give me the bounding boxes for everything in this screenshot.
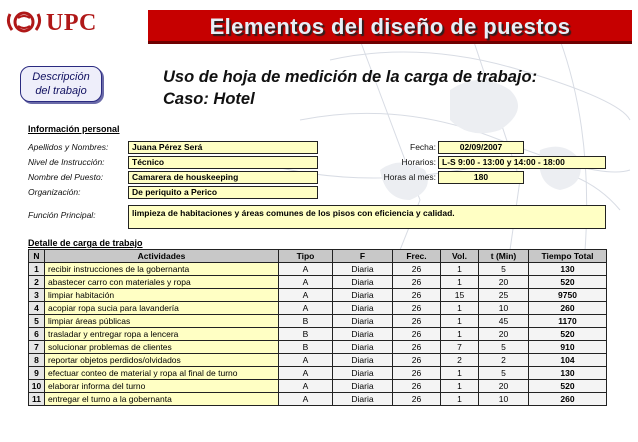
table-row	[29, 380, 607, 393]
position-field[interactable]: Camarera de houskeeping	[128, 171, 318, 184]
schedule-field[interactable]: L-S 9:00 - 13:00 y 14:00 - 18:00	[438, 156, 606, 169]
tipo-cell[interactable]: A	[279, 354, 333, 367]
activity-cell[interactable]: abastecer carro con materiales y ropa	[45, 276, 279, 289]
frequency-type-cell[interactable]: Diaria	[333, 393, 393, 406]
col-header-tiempo-total: Tiempo Total	[529, 250, 607, 263]
education-label: Nivel de Instrucción:	[28, 157, 105, 167]
frec-cell[interactable]: 26	[393, 315, 441, 328]
activity-cell[interactable]: trasladar y entregar ropa a lencera	[45, 328, 279, 341]
vol-cell[interactable]: 1	[441, 276, 479, 289]
tipo-cell[interactable]: A	[279, 380, 333, 393]
hours-label: Horas al mes:	[383, 172, 436, 182]
date-label: Fecha:	[410, 142, 436, 152]
vol-cell[interactable]: 7	[441, 341, 479, 354]
frequency-type-cell[interactable]: Diaria	[333, 315, 393, 328]
row-number[interactable]: 4	[29, 302, 45, 315]
organization-field[interactable]: De periquito a Perico	[128, 186, 318, 199]
table-row	[29, 354, 607, 367]
upc-emblem-icon	[6, 8, 42, 36]
total-time-cell[interactable]: 910	[529, 341, 607, 354]
name-field[interactable]: Juana Pérez Será	[128, 141, 318, 154]
table-row	[29, 367, 607, 380]
frec-cell[interactable]: 26	[393, 341, 441, 354]
table-row	[29, 263, 607, 276]
frec-cell[interactable]: 26	[393, 289, 441, 302]
case-heading-line2: Caso: Hotel	[163, 90, 255, 108]
name-label: Apellidos y Nombres:	[28, 142, 109, 152]
frequency-type-cell[interactable]: Diaria	[333, 263, 393, 276]
total-time-cell[interactable]: 260	[529, 302, 607, 315]
table-row	[29, 302, 607, 315]
row-number[interactable]: 11	[29, 393, 45, 406]
time-min-cell[interactable]: 20	[479, 276, 529, 289]
total-time-cell[interactable]: 130	[529, 367, 607, 380]
function-label: Función Principal:	[28, 210, 96, 220]
section-tag-line2: del trabajo	[35, 85, 87, 97]
tipo-cell[interactable]: B	[279, 328, 333, 341]
activity-cell[interactable]: limpiar habitación	[45, 289, 279, 302]
total-time-cell[interactable]: 9750	[529, 289, 607, 302]
frec-cell[interactable]: 26	[393, 354, 441, 367]
table-row	[29, 328, 607, 341]
row-number[interactable]: 6	[29, 328, 45, 341]
workload-detail-label: Detalle de carga de trabajo	[28, 238, 143, 248]
row-number[interactable]: 5	[29, 315, 45, 328]
total-time-cell[interactable]: 520	[529, 328, 607, 341]
organization-label: Organización:	[28, 187, 81, 197]
time-min-cell[interactable]: 25	[479, 289, 529, 302]
activity-cell[interactable]: solucionar problemas de clientes	[45, 341, 279, 354]
section-tag	[20, 66, 102, 102]
vol-cell[interactable]: 1	[441, 263, 479, 276]
frequency-type-cell[interactable]: Diaria	[333, 302, 393, 315]
frec-cell[interactable]: 26	[393, 380, 441, 393]
col-header-t-min: t (Min)	[479, 250, 529, 263]
section-tag-line1: Descripción	[32, 71, 90, 83]
tipo-cell[interactable]: A	[279, 302, 333, 315]
time-min-cell[interactable]: 5	[479, 263, 529, 276]
vol-cell[interactable]: 1	[441, 393, 479, 406]
time-min-cell[interactable]: 10	[479, 302, 529, 315]
frequency-type-cell[interactable]: Diaria	[333, 328, 393, 341]
frec-cell[interactable]: 26	[393, 328, 441, 341]
case-heading	[163, 66, 537, 110]
activity-cell[interactable]: reportar objetos perdidos/olvidados	[45, 354, 279, 367]
tipo-cell[interactable]: A	[279, 289, 333, 302]
col-header-vol: Vol.	[441, 250, 479, 263]
education-field[interactable]: Técnico	[128, 156, 318, 169]
title-banner	[148, 10, 632, 44]
time-min-cell[interactable]: 20	[479, 328, 529, 341]
vol-cell[interactable]: 15	[441, 289, 479, 302]
table-row	[29, 341, 607, 354]
table-row	[29, 315, 607, 328]
position-label: Nombre del Puesto:	[28, 172, 104, 182]
col-header-tipo: Tipo	[279, 250, 333, 263]
row-number[interactable]: 7	[29, 341, 45, 354]
frequency-type-cell[interactable]: Diaria	[333, 380, 393, 393]
frequency-type-cell[interactable]: Diaria	[333, 289, 393, 302]
col-header-frec: Frec.	[393, 250, 441, 263]
frequency-type-cell[interactable]: Diaria	[333, 354, 393, 367]
frec-cell[interactable]: 26	[393, 302, 441, 315]
row-number[interactable]: 3	[29, 289, 45, 302]
time-min-cell[interactable]: 20	[479, 380, 529, 393]
vol-cell[interactable]: 1	[441, 302, 479, 315]
tipo-cell[interactable]: A	[279, 393, 333, 406]
workload-table	[28, 249, 607, 406]
frequency-type-cell[interactable]: Diaria	[333, 276, 393, 289]
frequency-type-cell[interactable]: Diaria	[333, 341, 393, 354]
upc-logo	[6, 8, 116, 36]
total-time-cell[interactable]: 104	[529, 354, 607, 367]
vol-cell[interactable]: 1	[441, 315, 479, 328]
tipo-cell[interactable]: A	[279, 263, 333, 276]
total-time-cell[interactable]: 260	[529, 393, 607, 406]
row-number[interactable]: 9	[29, 367, 45, 380]
frec-cell[interactable]: 26	[393, 393, 441, 406]
frec-cell[interactable]: 26	[393, 263, 441, 276]
activity-cell[interactable]: entregar el turno a la gobernanta	[45, 393, 279, 406]
col-header-actividades: Actividades	[45, 250, 279, 263]
activity-cell[interactable]: acopiar ropa sucia para lavandería	[45, 302, 279, 315]
total-time-cell[interactable]: 520	[529, 276, 607, 289]
date-field[interactable]: 02/09/2007	[438, 141, 524, 154]
schedule-label: Horarios:	[401, 157, 436, 167]
table-row	[29, 393, 607, 406]
vol-cell[interactable]: 1	[441, 328, 479, 341]
logo-text: UPC	[46, 10, 97, 36]
time-min-cell[interactable]: 45	[479, 315, 529, 328]
page-title: Elementos del diseño de puestos	[209, 14, 571, 39]
tipo-cell[interactable]: B	[279, 315, 333, 328]
hours-field[interactable]: 180	[438, 171, 524, 184]
personal-info-label: Información personal	[28, 124, 120, 134]
tipo-cell[interactable]: A	[279, 276, 333, 289]
time-min-cell[interactable]: 2	[479, 354, 529, 367]
col-header-f: F	[333, 250, 393, 263]
activity-cell[interactable]: limpiar áreas públicas	[45, 315, 279, 328]
row-number[interactable]: 2	[29, 276, 45, 289]
table-row	[29, 289, 607, 302]
tipo-cell[interactable]: A	[279, 367, 333, 380]
row-number[interactable]: 8	[29, 354, 45, 367]
function-field[interactable]: limpieza de habitaciones y áreas comunes de los pisos con eficiencia y calidad.	[128, 205, 606, 229]
time-min-cell[interactable]: 10	[479, 393, 529, 406]
time-min-cell[interactable]: 5	[479, 367, 529, 380]
time-min-cell[interactable]: 5	[479, 341, 529, 354]
frec-cell[interactable]: 26	[393, 276, 441, 289]
activity-cell[interactable]: recibir instrucciones de la gobernanta	[45, 263, 279, 276]
total-time-cell[interactable]: 1170	[529, 315, 607, 328]
total-time-cell[interactable]: 130	[529, 263, 607, 276]
frec-cell[interactable]: 26	[393, 367, 441, 380]
frequency-type-cell[interactable]: Diaria	[333, 367, 393, 380]
total-time-cell[interactable]: 520	[529, 380, 607, 393]
vol-cell[interactable]: 2	[441, 354, 479, 367]
activity-cell[interactable]: efectuar conteo de material y ropa al final de turno	[45, 367, 279, 380]
tipo-cell[interactable]: B	[279, 341, 333, 354]
activity-cell[interactable]: elaborar informa del turno	[45, 380, 279, 393]
table-header-row	[29, 250, 607, 263]
table-row	[29, 276, 607, 289]
vol-cell[interactable]: 1	[441, 367, 479, 380]
row-number[interactable]: 10	[29, 380, 45, 393]
vol-cell[interactable]: 1	[441, 380, 479, 393]
case-heading-line1: Uso de hoja de medición de la carga de trabajo:	[163, 68, 538, 86]
row-number[interactable]: 1	[29, 263, 45, 276]
col-header-n: N	[29, 250, 45, 263]
